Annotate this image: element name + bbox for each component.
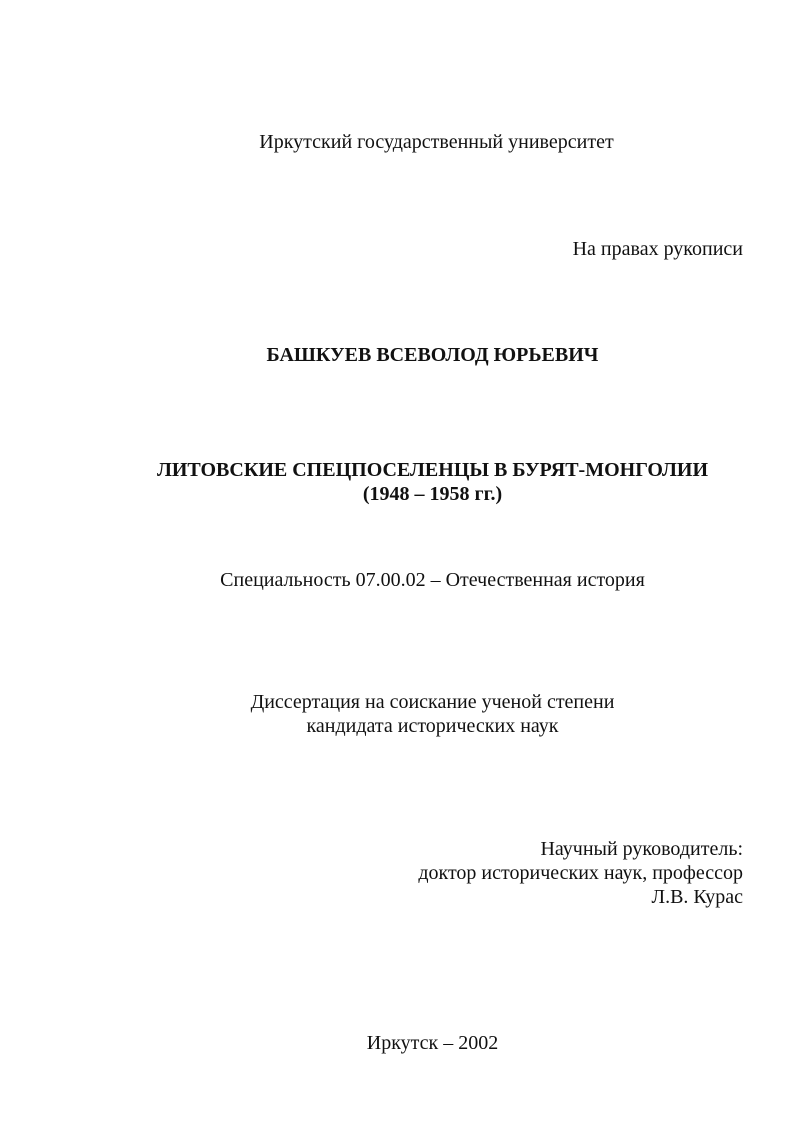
- manuscript-note: На правах рукописи: [572, 238, 743, 260]
- supervisor-label: Научный руководитель:: [540, 838, 743, 860]
- university-name: Иркутский государственный университет: [259, 131, 614, 153]
- author-name: БАШКУЕВ ВСЕВОЛОД ЮРЬЕВИЧ: [266, 344, 599, 366]
- supervisor-credentials: доктор исторических наук, профессор: [418, 862, 743, 884]
- dissertation-title-line-1: ЛИТОВСКИЕ СПЕЦПОСЕЛЕНЦЫ В БУРЯТ-МОНГОЛИИ: [156, 459, 709, 481]
- dissertation-title-line-2: (1948 – 1958 гг.): [362, 483, 503, 505]
- supervisor-name: Л.В. Курас: [651, 886, 743, 908]
- city-year: Иркутск – 2002: [366, 1032, 499, 1054]
- degree-line-2: кандидата исторических наук: [306, 715, 559, 737]
- specialty: Специальность 07.00.02 – Отечественная история: [220, 569, 645, 591]
- degree-line-1: Диссертация на соискание ученой степени: [250, 691, 615, 713]
